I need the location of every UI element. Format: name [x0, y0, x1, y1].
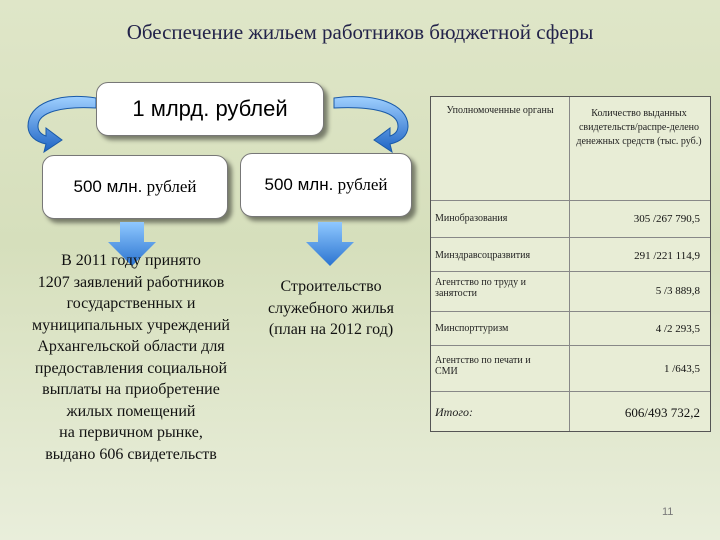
table-row-value: 5 /3 889,8 — [655, 285, 700, 297]
right-text-line: (план на 2012 год) — [268, 321, 394, 338]
right-budget-box — [240, 153, 412, 217]
table-row-value: 1 /643,5 — [663, 363, 700, 375]
table-row-divider — [431, 345, 710, 346]
table-row-value: 291 /221 114,9 — [634, 250, 700, 262]
page-title: Обеспечение жильем работников бюджетной сферы — [126, 20, 594, 44]
total-budget-label: 1 млрд. рублей — [132, 96, 288, 121]
table-row-divider — [431, 237, 710, 238]
left-description — [6, 250, 256, 465]
total-budget-box — [96, 82, 324, 136]
down-arrow-right-icon — [306, 222, 354, 266]
table-row-name: Агентство по труду и занятости — [435, 277, 526, 299]
left-text-line: муниципальных учреждений — [32, 316, 230, 334]
left-text-line: выплаты на приобретение — [42, 381, 220, 398]
table-total-value: 606/493 732,2 — [624, 405, 700, 420]
table-header-authorities: Уполномоченные органы — [446, 105, 554, 116]
left-text-line: на первичном рынке, — [59, 424, 203, 441]
left-text-line: выдано 606 свидетельств — [45, 445, 217, 463]
curved-arrow-left-icon — [18, 84, 106, 156]
left-budget-currency: рублей — [146, 177, 197, 196]
table-row-name: Минобразования — [435, 213, 508, 224]
right-budget-amount: 500 млн. — [264, 175, 334, 194]
right-budget-currency: рублей — [337, 175, 388, 194]
table-row-name: Минспорттуризм — [435, 323, 509, 334]
page-number: 11 — [662, 506, 674, 518]
table-column-divider — [569, 97, 570, 431]
table-row-divider — [431, 200, 710, 201]
right-text-line: служебного жилья — [268, 299, 394, 317]
table-row-divider — [431, 311, 710, 312]
left-text-line: государственных и — [66, 295, 196, 312]
left-budget-box — [42, 155, 228, 219]
table-row-name: Минздравсоцразвития — [435, 250, 531, 261]
table-total-name: Итого: — [435, 405, 474, 419]
table-header-quantity: Количество выданных свидетельств/распре-делено денежных средств (тыс. руб.) — [576, 108, 702, 147]
table-row-divider — [431, 271, 710, 272]
right-text-line: Строительство — [280, 278, 382, 295]
right-description — [248, 276, 414, 341]
left-text-line: предоставления социальной — [34, 359, 228, 377]
left-text-line: В 2011 году принято — [61, 252, 201, 269]
table-row-name: Агентство по печати и СМИ — [435, 355, 531, 377]
left-text-line: Архангельской области для — [37, 338, 225, 355]
left-text-line: жилых помещений — [66, 402, 196, 420]
curved-arrow-right-icon — [326, 84, 418, 156]
left-budget-amount: 500 млн. — [73, 177, 143, 196]
table-row-value: 4 /2 293,5 — [655, 323, 700, 335]
left-text-line: 1207 заявлений работников — [37, 273, 225, 291]
table-row-value: 305 /267 790,5 — [633, 213, 700, 225]
authorities-table — [430, 96, 711, 432]
table-row-divider — [431, 391, 710, 392]
